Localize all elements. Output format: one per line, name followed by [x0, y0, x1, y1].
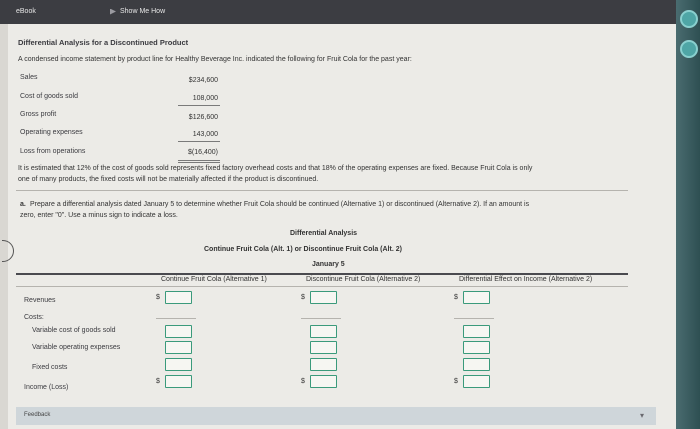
input-effect-income[interactable] [463, 375, 490, 388]
side-button-1[interactable] [680, 10, 698, 28]
underline [178, 105, 220, 106]
input-alt2-fixed-costs[interactable] [310, 358, 337, 371]
input-effect-revenues[interactable] [463, 291, 490, 304]
revenues-label: Revenues [24, 297, 56, 304]
opex-value: 143,000 [192, 131, 218, 138]
show-me-how-button[interactable] [110, 8, 165, 15]
estimate-text-1: It is estimated that 12% of the cost of goods sold represents fixed factory overhead costs and that 18% of the operating expenses are fixed. Because Fruit Cola is only [18, 165, 533, 172]
input-alt2-variable-opex[interactable] [310, 341, 337, 354]
cogs-label: Cost of goods sold [20, 93, 78, 100]
part-a-text-1: Prepare a differential analysis dated January 5 to determine whether Fruit Cola should be continued (Alternative 1) or discontinued (Alternative 2). If an amount is [30, 201, 530, 208]
play-icon [110, 9, 116, 15]
problem-intro: A condensed income statement by product line for Healthy Beverage Inc. indicated the following for Fruit Cola for the past year: [18, 56, 412, 63]
analysis-title: Differential Analysis [290, 230, 358, 237]
currency-alt2-income: $ [301, 378, 305, 385]
input-effect-variable-cogs[interactable] [463, 325, 490, 338]
costs-label: Costs: [24, 314, 44, 321]
input-alt1-revenues[interactable] [165, 291, 192, 304]
side-button-2[interactable] [680, 40, 698, 58]
cell-rule [454, 318, 494, 319]
section-divider [16, 190, 628, 191]
column-header-alt1: Continue Fruit Cola (Alternative 1) [161, 276, 267, 283]
analysis-date: January 5 [312, 261, 345, 268]
problem-title: Differential Analysis for a Discontinued Product [18, 38, 189, 47]
currency-effect-income: $ [454, 378, 458, 385]
input-effect-variable-opex[interactable] [463, 341, 490, 354]
currency-effect-revenues: $ [454, 294, 458, 301]
input-alt2-revenues[interactable] [310, 291, 337, 304]
cogs-value: 108,000 [192, 95, 218, 102]
header-rule [16, 273, 628, 275]
feedback-bar[interactable] [16, 407, 656, 425]
income-loss-label: Income (Loss) [24, 384, 69, 391]
column-header-effect: Differential Effect on Income (Alternative 2) [459, 276, 593, 283]
gross-profit-label: Gross profit [20, 111, 57, 118]
currency-alt1-income: $ [156, 378, 160, 385]
input-alt1-variable-cogs[interactable] [165, 325, 192, 338]
input-alt2-income[interactable] [310, 375, 337, 388]
column-header-alt2: Discontinue Fruit Cola (Alternative 2) [306, 276, 421, 283]
question-panel [8, 24, 676, 429]
feedback-label: Feedback [24, 412, 51, 418]
top-toolbar [0, 0, 700, 24]
ebook-link[interactable]: eBook [16, 8, 36, 15]
double-underline [178, 160, 220, 161]
part-a-label: a. [20, 201, 26, 208]
variable-opex-label: Variable operating expenses [32, 344, 121, 351]
input-alt1-fixed-costs[interactable] [165, 358, 192, 371]
column-rule [16, 286, 628, 287]
loss-value: $(16,400) [188, 149, 218, 156]
double-underline [178, 162, 220, 163]
gross-profit-value: $126,600 [188, 114, 218, 121]
part-a-text-2: zero, enter "0". Use a minus sign to indicate a loss. [20, 212, 178, 219]
input-alt1-variable-opex[interactable] [165, 341, 192, 354]
currency-alt1-revenues: $ [156, 294, 160, 301]
input-effect-fixed-costs[interactable] [463, 358, 490, 371]
sales-label: Sales [20, 74, 38, 81]
input-alt2-variable-cogs[interactable] [310, 325, 337, 338]
loss-label: Loss from operations [20, 148, 86, 155]
opex-label: Operating expenses [20, 129, 83, 136]
input-alt1-income[interactable] [165, 375, 192, 388]
show-me-how-label: Show Me How [120, 8, 166, 15]
right-sidebar [676, 0, 700, 429]
bracket-marker [2, 240, 14, 262]
cell-rule [156, 318, 196, 319]
variable-cogs-label: Variable cost of goods sold [32, 327, 116, 334]
underline [178, 141, 220, 142]
fixed-costs-label: Fixed costs [32, 364, 68, 371]
chevron-down-icon[interactable]: ▾ [639, 411, 644, 420]
cell-rule [301, 318, 341, 319]
sales-value: $234,600 [188, 77, 218, 84]
analysis-subtitle: Continue Fruit Cola (Alt. 1) or Discontinue Fruit Cola (Alt. 2) [204, 246, 402, 253]
currency-alt2-revenues: $ [301, 294, 305, 301]
estimate-text-2: one of many products, the fixed costs will not be materially affected if the product is discontinued. [18, 176, 319, 183]
